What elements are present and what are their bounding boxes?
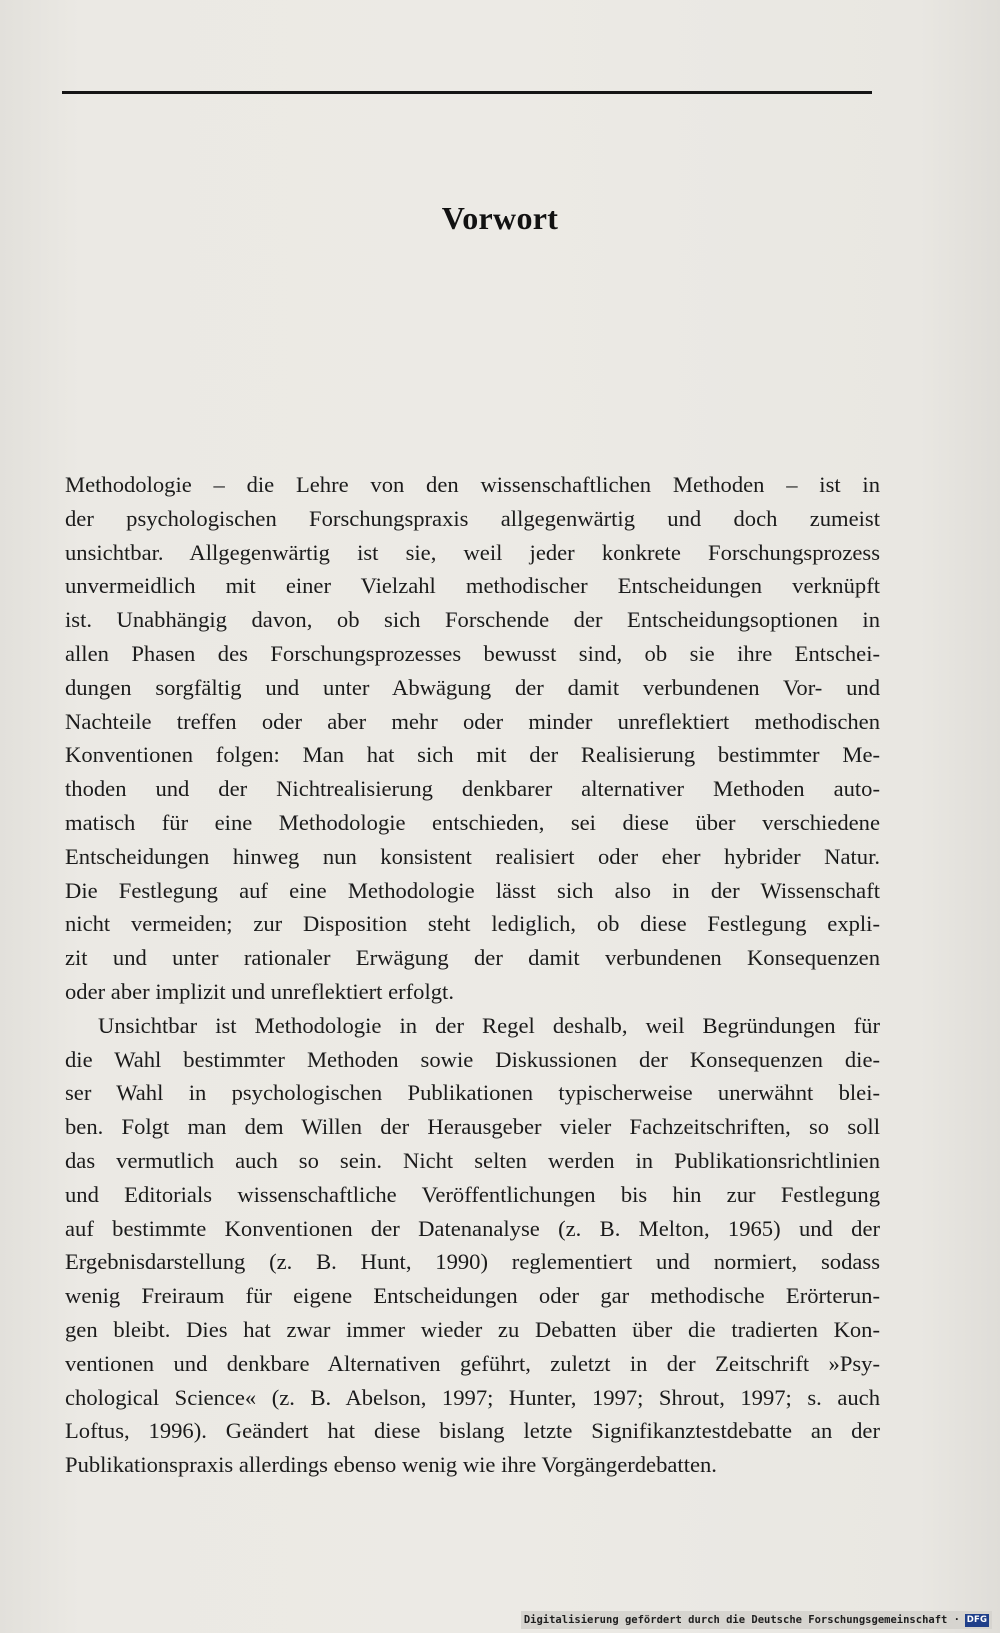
text-line: der psychologischen Forschungspraxis allgegenwärtig und doch zumeist: [65, 505, 880, 531]
text-line: ventionen und denkbare Alternativen geführt, zuletzt in der Zeitschrift »Psy-: [65, 1350, 880, 1376]
text-line: chological Science« (z. B. Abelson, 1997; Hunter, 1997; Shrout, 1997; s. auch: [65, 1384, 880, 1410]
text-line: Unsichtbar ist Methodologie in der Regel deshalb, weil Begründungen für: [98, 1012, 880, 1038]
text-line: Die Festlegung auf eine Methodologie lässt sich also in der Wissenschaft: [65, 877, 880, 903]
paragraph-1: [65, 468, 880, 1009]
text-line: zit und unter rationaler Erwägung der damit verbundenen Konsequenzen: [65, 945, 880, 971]
text-line: unsichtbar. Allgegenwärtig ist sie, weil jeder konkrete Forschungsprozess: [65, 539, 880, 565]
text-line: wenig Freiraum für eigene Entscheidungen oder gar methodische Erörterun-: [65, 1283, 880, 1309]
header-rule: [62, 91, 872, 94]
text-line: auf bestimmte Konventionen der Datenanalyse (z. B. Melton, 1965) und der: [65, 1215, 880, 1241]
chapter-title: Vorwort: [441, 200, 559, 236]
text-line: das vermutlich auch so sein. Nicht selten werden in Publikationsrichtlinien: [65, 1147, 880, 1173]
text-line: Konventionen folgen: Man hat sich mit der Realisierung bestimmter Me-: [65, 742, 880, 768]
text-line: dungen sorgfältig und unter Abwägung der damit verbundenen Vor- und: [65, 674, 880, 700]
text-line: Ergebnisdarstellung (z. B. Hunt, 1990) reglementiert und normiert, sodass: [65, 1249, 880, 1275]
text-line: Loftus, 1996). Geändert hat diese bislang letzte Signifikanztestdebatte an der: [65, 1418, 880, 1444]
text-line: allen Phasen des Forschungsprozesses bewusst sind, ob sie ihre Entschei-: [65, 640, 880, 666]
text-line: ben. Folgt man dem Willen der Herausgeber vieler Fachzeitschriften, so soll: [65, 1114, 880, 1140]
text-line: Methodologie – die Lehre von den wissenschaftlichen Methoden – ist in: [65, 472, 880, 497]
text-line: unvermeidlich mit einer Vielzahl methodischer Entscheidungen verknüpft: [65, 573, 880, 599]
text-line: Nachteile treffen oder aber mehr oder minder unreflektiert methodischen: [65, 708, 880, 734]
text-line: nicht vermeiden; zur Disposition steht lediglich, ob diese Festlegung expli-: [65, 911, 880, 937]
digitization-footer: [521, 1611, 992, 1629]
paragraph-2: [65, 1009, 880, 1482]
dfg-logo-icon: DFG: [966, 1615, 988, 1625]
footer-text: Digitalisierung gefördert durch die Deutsche Forschungsgemeinschaft ·: [523, 1614, 960, 1626]
text-line: und Editorials wissenschaftliche Veröffentlichungen bis hin zur Festlegung: [65, 1181, 880, 1207]
text-line: Entscheidungen hinweg nun konsistent realisiert oder eher hybrider Natur.: [65, 843, 880, 869]
text-line: die Wahl bestimmter Methoden sowie Diskussionen der Konsequenzen die-: [65, 1046, 880, 1072]
text-line: ist. Unabhängig davon, ob sich Forschende der Entscheidungsoptionen in: [65, 607, 880, 633]
text-line: thoden und der Nichtrealisierung denkbarer alternativer Methoden auto-: [65, 776, 880, 802]
text-line: ser Wahl in psychologischen Publikationen typischerweise unerwähnt blei-: [65, 1080, 880, 1106]
text-line: gen bleibt. Dies hat zwar immer wieder zu Debatten über die tradierten Kon-: [65, 1316, 880, 1342]
text-line: matisch für eine Methodologie entschieden, sei diese über verschiedene: [65, 809, 880, 835]
text-line: Publikationspraxis allerdings ebenso wenig wie ihre Vorgängerdebatten.: [65, 1452, 717, 1478]
text-line: oder aber implizit und unreflektiert erfolgt.: [65, 978, 454, 1004]
body-text: [65, 468, 880, 1482]
